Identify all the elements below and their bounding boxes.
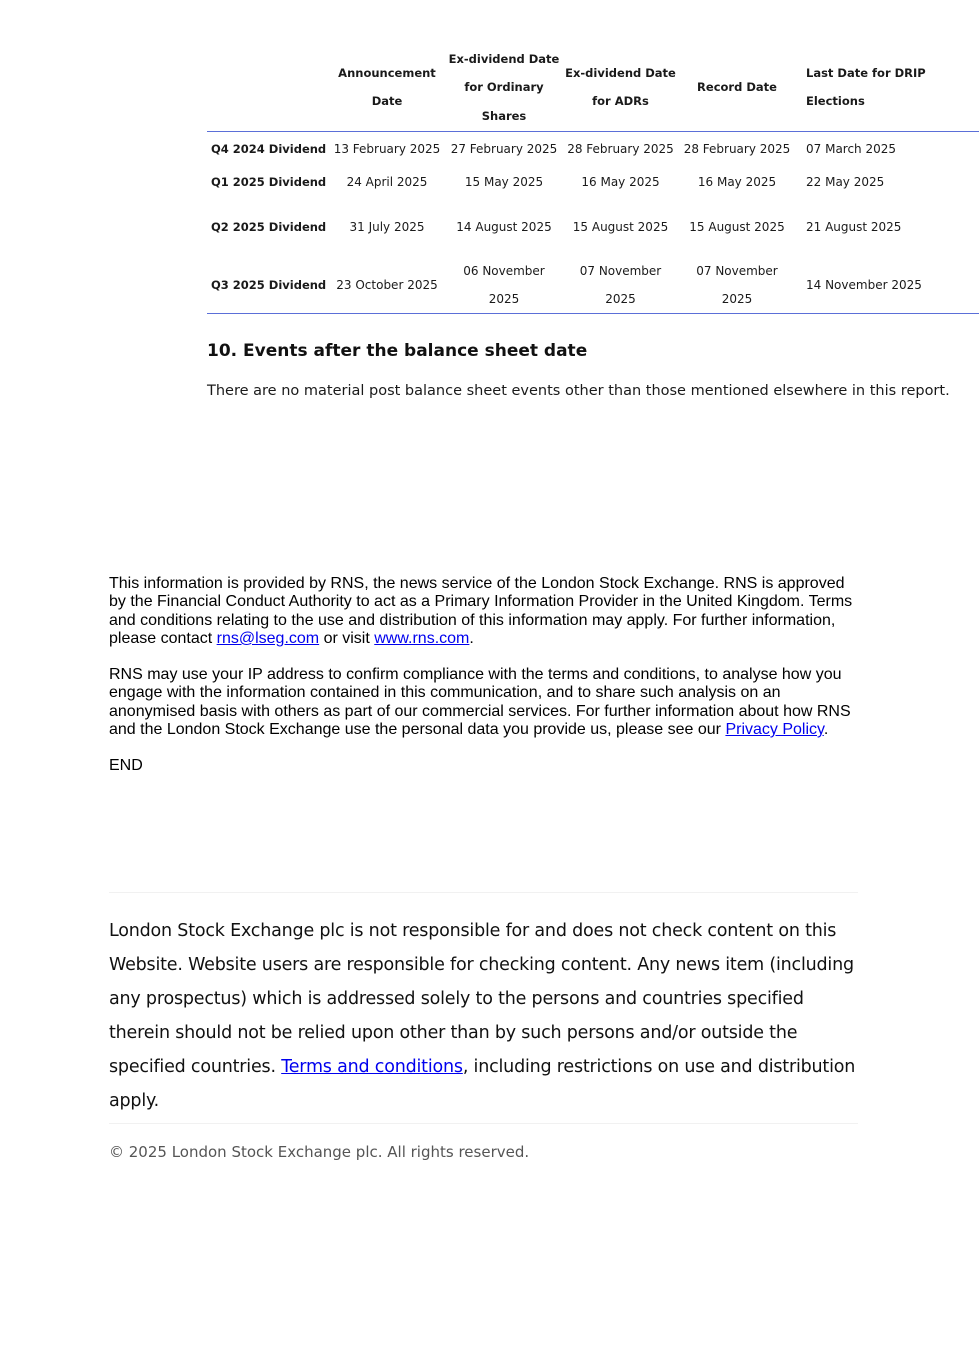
section-10-text: There are no material post balance sheet events other than those mentioned elsewhere in this report. [207, 383, 950, 399]
cell-ex-div-adrs: 15 August 2025 [572, 220, 669, 234]
cell-ex-div-ordinary: 27 February 2025 [450, 142, 558, 157]
terms-and-conditions-link[interactable]: Terms and conditions [281, 1057, 463, 1077]
cell-announcement: 24 April 2025 [346, 175, 428, 189]
divider-bottom [109, 1123, 858, 1124]
cell-record: 16 May 2025 [697, 175, 777, 189]
rns-notice [109, 575, 861, 794]
divider-top [109, 892, 858, 893]
row-label: Q2 2025 Dividend [211, 220, 327, 234]
table-header-row [207, 44, 979, 131]
row-label: Q4 2024 Dividend [211, 142, 327, 157]
rns-paragraph-2 [109, 666, 861, 739]
header-record-date: Record Date [697, 80, 777, 94]
cell-ex-div-ordinary: 14 August 2025 [456, 220, 552, 234]
privacy-policy-link[interactable]: Privacy Policy [725, 721, 824, 739]
disclaimer-suffix: , including restrictions on use and distribution apply. [109, 1057, 856, 1111]
rns-p1-end: . [469, 629, 474, 647]
header-ex-dividend-ordinary: Ex-dividend Date for Ordinary Shares [448, 51, 560, 123]
rns-p1-text: This information is provided by RNS, the news service of the London Stock Exchange. RNS is approved by the Financial Conduct Authority to act as a Primary Information Provider in the United Kingdom. Terms and conditions relating to the use and distribution of this information may apply. For further information, please contact [109, 575, 853, 647]
cell-ex-div-adrs: 16 May 2025 [581, 175, 660, 189]
row-label: Q3 2025 Dividend [211, 278, 327, 292]
rns-p2-text: RNS may use your IP address to confirm compliance with the terms and conditions, to analyse how you engage with the information contained in this communication, and to share such analysis on an anonymised basis with others as part of our commercial services. For further information about how RNS and the London Stock Exchange use the personal data you provide us, please see our [109, 666, 851, 739]
cell-record: 07 November 2025 [696, 264, 778, 306]
header-empty [207, 44, 329, 131]
dividend-table [207, 44, 979, 314]
cell-last-drip: 14 November 2025 [806, 278, 922, 292]
rns-p2-end: . [823, 721, 829, 739]
table-row [207, 167, 979, 197]
rns-paragraph-1 [109, 575, 861, 648]
cell-ex-div-ordinary: 06 November 2025 [463, 264, 545, 306]
copyright: © 2025 London Stock Exchange plc. All rights reserved. [109, 1143, 530, 1161]
disclaimer [109, 914, 861, 1118]
header-announcement-date: Announcement Date [338, 65, 436, 109]
table-row [207, 131, 979, 167]
rns-email-link[interactable]: rns@lseg.com [216, 629, 320, 647]
disclaimer-text: London Stock Exchange plc is not responsible for and does not check content on this Website. Website users are responsible for checking content. Any news item (including any prospectus) which is addressed solely to the persons and countries specified therein should not be relied upon other than by such persons and/or outside the specified countries. [109, 921, 854, 1077]
cell-record: 15 August 2025 [689, 220, 785, 234]
cell-record: 28 February 2025 [683, 142, 791, 157]
section-10-heading: 10. Events after the balance sheet date [207, 341, 588, 361]
cell-ex-div-adrs: 28 February 2025 [567, 142, 674, 157]
header-last-drip-date: Last Date for DRIP Elections [806, 65, 926, 109]
rns-p1-or: or visit [319, 629, 375, 647]
rns-website-link[interactable]: www.rns.com [374, 629, 470, 647]
table-row [207, 257, 979, 314]
row-label: Q1 2025 Dividend [211, 175, 327, 189]
cell-last-drip: 22 May 2025 [806, 175, 885, 189]
cell-ex-div-ordinary: 15 May 2025 [464, 175, 544, 189]
end-marker: END [109, 757, 143, 775]
cell-last-drip: 21 August 2025 [806, 220, 902, 234]
cell-last-drip: 07 March 2025 [806, 142, 897, 157]
dividend-table-container [207, 44, 926, 314]
cell-announcement: 23 October 2025 [336, 278, 438, 292]
cell-ex-div-adrs: 07 November 2025 [579, 264, 662, 306]
cell-announcement: 13 February 2025 [333, 142, 441, 157]
table-row [207, 197, 979, 257]
header-ex-dividend-adrs: Ex-dividend Date for ADRs [565, 65, 676, 109]
cell-announcement: 31 July 2025 [349, 220, 425, 234]
